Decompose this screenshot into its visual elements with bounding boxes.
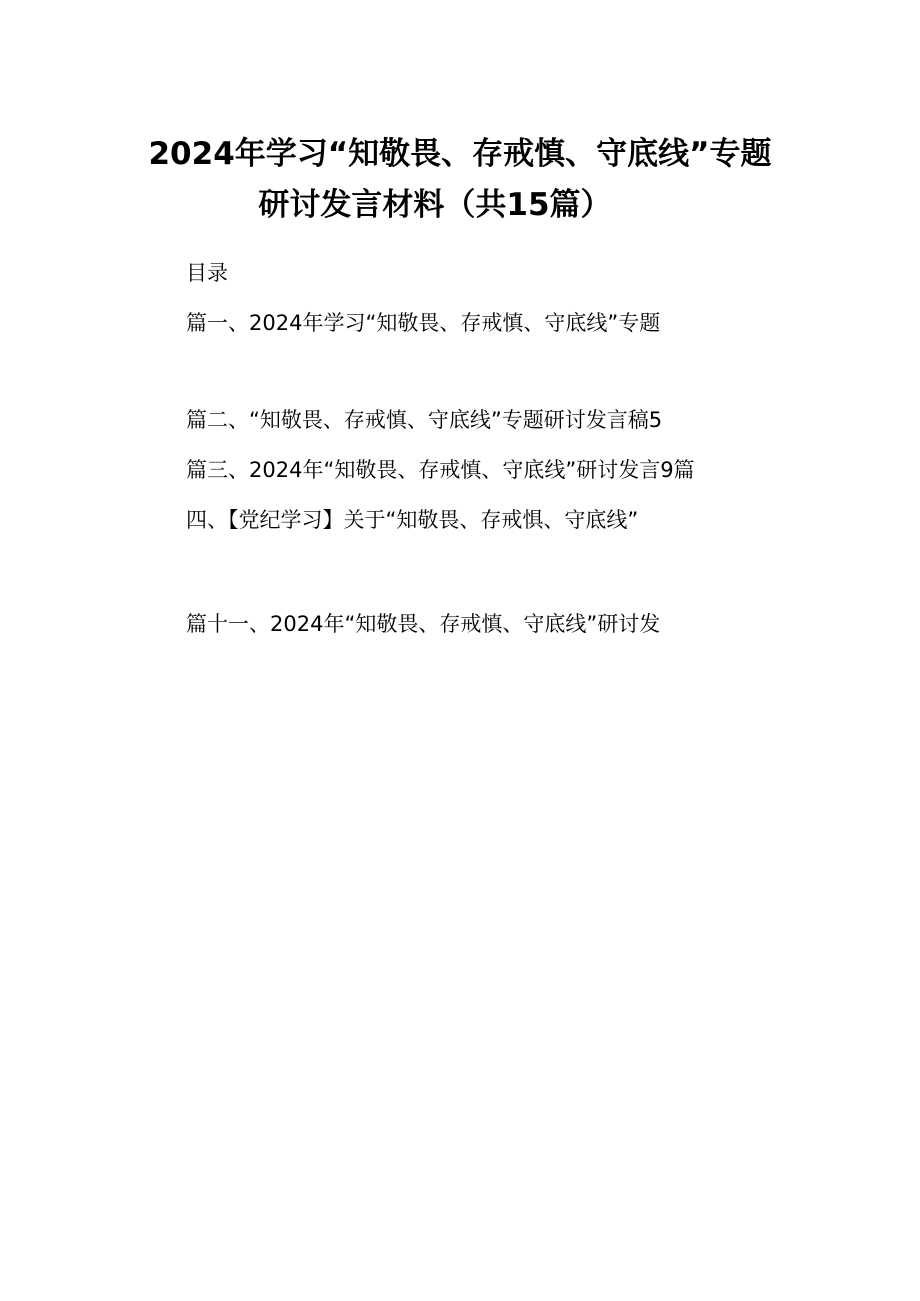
toc-heading: 目录 [186,261,228,285]
toc-item: 篇十一、2024年“知敬畏、存戒慎、守底线”研讨发 [186,612,661,636]
toc-item: 篇一、2024年学习“知敬畏、存戒慎、守底线”专题 [186,311,661,335]
document-title-line-1: 2024年学习“知敬畏、存戒慎、守底线”专题 [148,136,772,172]
toc-item: 四、【党纪学习】关于“知敬畏、存戒惧、守底线” [186,508,639,532]
toc-item: 篇三、2024年“知敬畏、存戒慎、守底线”研讨发言9篇 [186,458,695,482]
document-title-line-2: 研讨发言材料（共15篇） [258,187,612,223]
toc-item: 篇二、“知敬畏、存戒慎、守底线”专题研讨发言稿5 [186,408,663,432]
